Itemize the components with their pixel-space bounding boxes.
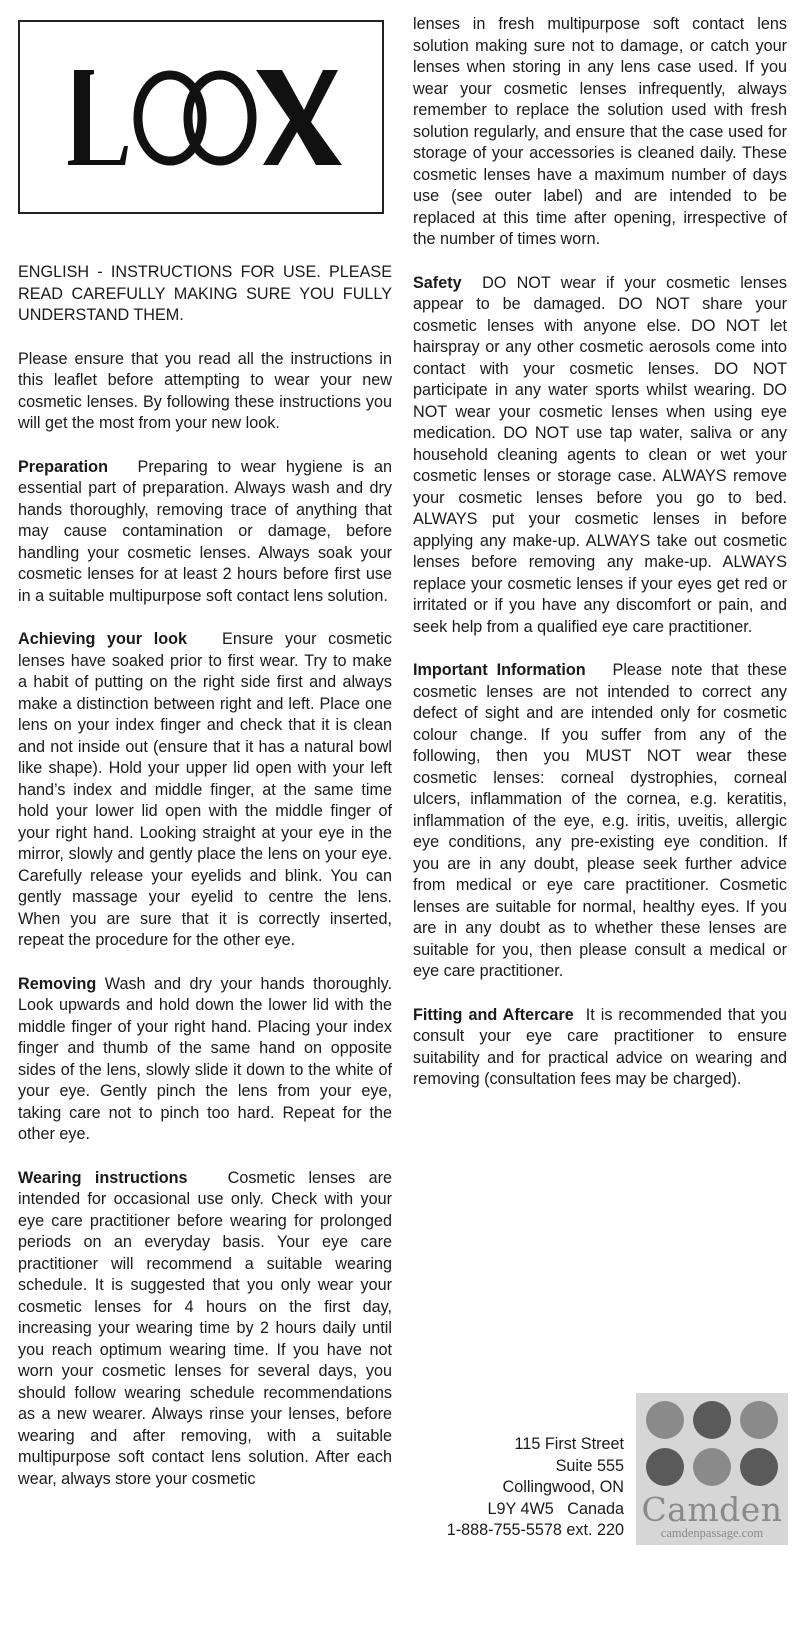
loox-brand-text: LOOX: [20, 22, 23, 23]
wearing-continued-text: lenses in fresh multipurpose soft contact lens solution making sure not to damage, or catch your lenses when storing in any lens case used. If you wear your cosmetic lenses infrequently, always remember to replace the solution used with fresh solution regularly, and ensure that the case used for storage of your accessories is cleaned daily. These cosmetic lenses have a maximum number of days use (see outer label) and are intended to be replaced at this time after opening, irrespective of the number of times worn.: [413, 15, 787, 248]
wearing-body: Cosmetic lenses are intended for occasional use only. Check with your eye care practitioner before wearing for prolonged periods on an everyday basis. Your eye care practitioner will recommend a suitable wearing schedule. It is suggested that you only wear your cosmetic lenses for 4 hours on the first day, increasing your wearing time by 2 hours daily until you reach optimum wearing time. If you have not worn your cosmetic lenses for several days, you should follow wearing schedule recommendations as a new wearer. Always rinse your lenses, before wearing and after removing, with a suitable multipurpose soft contact lens solution. After each wear, always store your cosmetic: [18, 1168, 392, 1488]
preparation-body: Preparing to wear hygiene is an essential part of preparation. Always wash and dry hands thoroughly, removing trace of anything that may cause contamination or damage, before handling your cosmetic lenses. Always soak your cosmetic lenses for at least 2 hours before first use in a suitable multipurpose soft contact lens solution.: [18, 457, 392, 605]
wearing-heading: Wearing instructions: [18, 1168, 188, 1187]
intro-text: ENGLISH - INSTRUCTIONS FOR USE. PLEASE READ CAREFULLY MAKING SURE YOU FULLY UNDERSTAND THEM.: [18, 263, 392, 324]
camden-url: camdenpassage.com: [660, 1526, 764, 1540]
camden-name: Camden: [641, 1490, 783, 1529]
preparation-section: [18, 457, 392, 608]
right-column: [413, 14, 787, 1113]
safety-heading: Safety: [413, 273, 462, 292]
fitting-section: [413, 1005, 787, 1091]
address-suite: Suite 555: [555, 1456, 624, 1475]
address-phone: 1-888-755-5578 ext. 220: [446, 1521, 624, 1539]
address-postal: L9Y 4W5 Canada: [487, 1499, 624, 1518]
camden-logo: [636, 1393, 788, 1545]
achieving-section: [18, 629, 392, 952]
important-section: [413, 660, 787, 983]
wearing-section: [18, 1168, 392, 1491]
left-column: [18, 262, 392, 1512]
safety-body: DO NOT wear if your cosmetic lenses appear to be damaged. DO NOT share your cosmetic lenses with anyone else. DO NOT let hairspray or any other cosmetic aerosols come into contact with your cosmetic lenses. DO NOT participate in any water sports whilst wearing. DO NOT wear your cosmetic lenses when using eye medication. DO NOT use tap water, saliva or any household cleaning agents to clean or wet your cosmetic lenses or storage case. ALWAYS remove your cosmetic lenses before you go to bed. ALWAYS put your cosmetic lenses in before applying any make-up. ALWAYS take out cosmetic lenses before removing any make-up. ALWAYS replace your cosmetic lenses if your eyes get red or irritated or if you have any discomfort or pain, and seek help from a qualified eye care practitioner.: [413, 273, 787, 636]
achieving-heading: Achieving your look: [18, 630, 188, 648]
removing-body: Wash and dry your hands thoroughly. Look upwards and hold down the lower lid with the middle finger of your right hand. Placing your index finger and thumb of the same hand on opposite sides of the lens, slowly slide it down to the white of your eye. Gently pinch the lens from your eye, taking care not to pinch too hard. Repeat for the other eye.: [18, 974, 392, 1143]
address-street: 115 First Street: [514, 1435, 624, 1453]
safety-section: [413, 273, 787, 639]
removing-section: [18, 974, 392, 1146]
achieving-body: Ensure your cosmetic lenses have soaked prior to first wear. Try to make a habit of putting on the right side first and always make a distinction between right and left. Place one lens on your index finger and check that it is clean and not inside out (ensure that it has a natural bowl like shape). Hold your upper lid open with your left hand’s index and middle finger, at the same time hold your lower lid open with the middle finger of your right hand. Looking straight at your eye in the mirror, slowly and gently place the lens on your eye. Carefully release your eyelids and blink. You can gently massage your eyelid to centre the lens. When you are sure that it is correctly inserted, repeat the procedure for the other eye.: [18, 630, 392, 949]
fitting-heading: Fitting and Aftercare: [413, 1005, 574, 1024]
preparation-heading: Preparation: [18, 457, 108, 476]
loox-wordmark: [20, 22, 382, 212]
address-city: Collingwood, ON: [502, 1478, 624, 1496]
removing-heading: Removing: [18, 974, 97, 993]
loox-logo: [18, 20, 384, 214]
fitting-body: It is recommended that you consult your eye care practitioner to ensure suitability and for practical advice on wearing and removing (consultation fees may be charged).: [413, 1005, 788, 1088]
important-body: Please note that these cosmetic lenses are not intended to correct any defect of sight and are intended only for cosmetic colour change. If you suffer from any of the following, then you MUST NOT wear these cosmetic lenses: corneal dystrophies, corneal ulcers, inflammation of the cornea, e.g. keratitis, inflammation of the eye, e.g. iritis, uveitis, allergic eye conditions, any pre-existing eye condition. If you are in any doubt, please seek further advice from medical or eye care practitioner. Cosmetic lenses are suitable for normal, healthy eyes. If you are in any doubt as to whether these lenses are suitable for you, then please consult a medical or eye care practitioner.: [413, 661, 787, 980]
address-block: [418, 1434, 624, 1542]
ensure-text: Please ensure that you read all the instructions in this leaflet before attempting to wear your new cosmetic lenses. By following these instructions you will get the most from your new look.: [18, 349, 392, 432]
important-heading: Important Information: [413, 661, 586, 679]
